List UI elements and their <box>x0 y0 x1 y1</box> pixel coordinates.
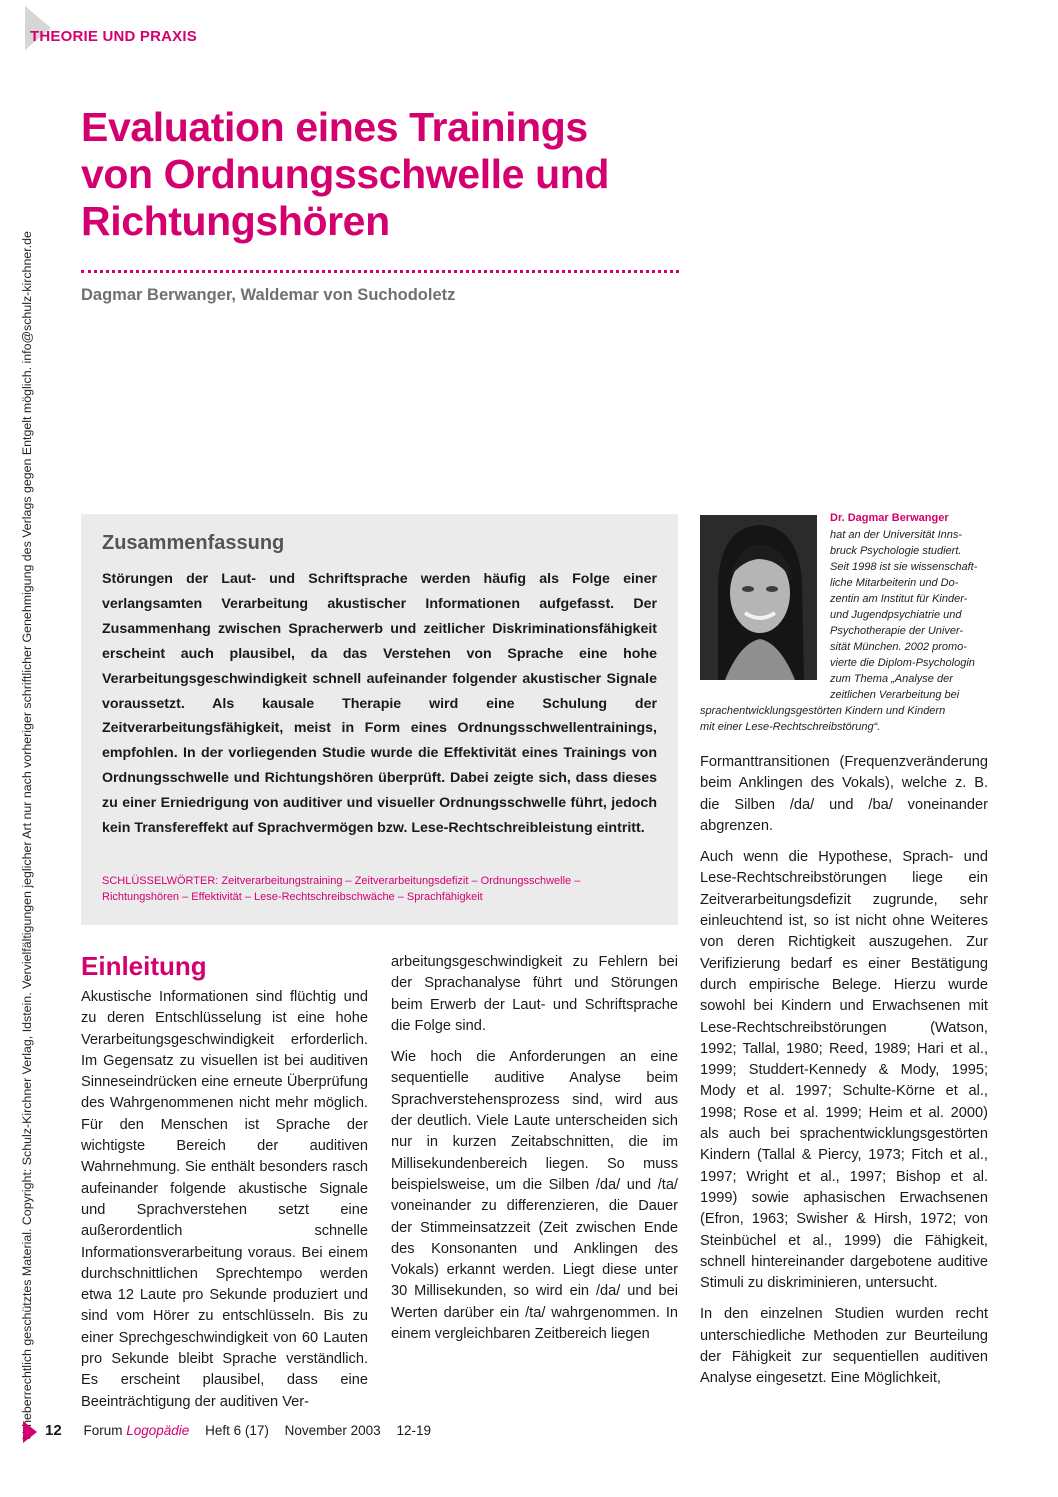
bio-text <box>830 527 977 703</box>
bio-text-wide <box>700 703 945 735</box>
paragraph: arbeitungsgeschwindigkeit zu Fehlern bei der Sprachanalyse führt und Störungen beim Erwerb der Laut- und Schriftsprache die Folge sind. <box>391 954 678 1034</box>
author-photo <box>700 515 817 680</box>
bio-line: sprachentwicklungsgestörten Kindern und Kindern <box>700 705 946 717</box>
journal-name: Forum <box>83 1423 123 1438</box>
section-label: THEORIE UND PRAXIS <box>30 28 197 45</box>
dotted-divider <box>81 270 679 273</box>
text-column-3 <box>700 752 988 1390</box>
bio-line: zentin am Institut für Kinder- <box>830 593 968 605</box>
title-line: von Ordnungsschwelle und <box>81 151 610 197</box>
keywords-label: SCHLÜSSELWÖRTER: <box>102 875 219 887</box>
paragraph: Formanttransitionen (Frequenzveränderung beim Anklingen des Vokals), welche z. B. die Silben /da/ und /ba/ voneinander abgrenzen. <box>700 754 988 834</box>
portrait-image <box>700 515 817 680</box>
page-range: 12-19 <box>396 1423 431 1438</box>
bio-line: vierte die Diplom-Psychologin <box>830 657 975 669</box>
issue-date: November 2003 <box>284 1423 381 1438</box>
bio-line: zeitlichen Verarbeitung bei <box>830 689 960 701</box>
keywords <box>102 873 657 905</box>
bio-line: Psychotherapie der Univer- <box>830 625 964 637</box>
bio-line: bruck Psychologie studiert. <box>830 545 962 557</box>
footer-marker <box>23 1421 37 1443</box>
page-number: 12 <box>45 1422 62 1439</box>
bio-line: mit einer Lese-Rechtschreibstörung“. <box>700 721 881 733</box>
bio-line: und Jugendpsychiatrie und <box>830 609 962 621</box>
title-line: Evaluation eines Trainings <box>81 104 588 150</box>
text-column-1 <box>81 987 368 1413</box>
paragraph: In den einzelnen Studien wurden recht unterschiedliche Methoden zur Beurteilung der Fähigkeit zur sequentiellen auditiven Analyse eingesetzt. Eine Möglichkeit, <box>700 1306 988 1387</box>
bio-line: sität München. 2002 promo- <box>830 641 967 653</box>
bio-line: zum Thema „Analyse der <box>830 673 953 685</box>
bio-line: liche Mitarbeiterin und Do- <box>830 577 959 589</box>
paragraph: Wie hoch die Anforderungen an eine sequentielle auditive Analyse beim Sprachverstehensprozess sind, wird aus der deutlich. Viele Laute unterscheiden sich nur in kurzen Zeitabschnitten, die im Millisekundenbereich liegen. So muss beispielsweise, um die Silben /da/ und /ta/ voneinander zu differenzieren, die Dauer der Stimmeinsatzzeit (Zeit zwischen Ende des Konsonanten und Anklingen des Vokals) erkannt werden. Liegt diese unter 30 Millisekunden, so wird ein /da/ und bei Werten darüber ein /ta/ wahrgenommen. In einem vergleichbaren Zeitbereich liegen <box>391 1049 678 1343</box>
title-line: Richtungshören <box>81 198 390 244</box>
bio-line: Seit 1998 ist sie wissenschaft- <box>830 561 978 573</box>
issue: Heft 6 (17) <box>205 1423 269 1438</box>
section-heading-einleitung: Einleitung <box>81 951 207 981</box>
bio-name: Dr. Dagmar Berwanger <box>830 512 949 524</box>
summary-body: Störungen der Laut- und Schriftsprache werden häufig als Folge einer verlangsamten Verarbeitung akustischer Informationen aufgefasst. Der Zusammenhang zwischen Spracherwerb und zeitlicher Diskriminationsfähigkeit erscheint auch plausibel, da das Verstehen von Sprache eine hohe Verarbeitungsgeschwindigkeit schnell aufeinander folgender akustischer Signale voraussetzt. Als kausale Therapie wird eine Schulung der Zeitverarbeitungsfähigkeit, meist in Form eines Ordnungsschwellentrainings, empfohlen. In der vorliegenden Studie wurde die Effektivität eines Trainings von Ordnungsschwelle und Richtungshören überprüft. Dabei zeigte sich, dass dieses zu einer Erniedrigung von auditiver und visueller Ordnungsschwelle führt, jedoch kein Transfereffekt auf Sprachvermögen bzw. Lese-Rechtschreibleistung eintritt. <box>102 571 657 837</box>
article-title <box>81 104 701 245</box>
keywords-list: Zeitverarbeitungstraining – Zeitverarbeitungsdefizit – Ordnungsschwelle – Richtungshören – Effektivität – Lese-Rechtschreibschwäche – Sprachfähigkeit <box>102 875 581 903</box>
summary-heading: Zusammenfassung <box>102 532 285 554</box>
authors: Dagmar Berwanger, Waldemar von Suchodoletz <box>81 286 456 304</box>
bio-line: hat an der Universität Inns- <box>830 529 963 541</box>
text-column-2 <box>391 952 678 1345</box>
paragraph: Auch wenn die Hypothese, Sprach- und Lese-Rechtschreibstörungen liege ein Zeitverarbeitungsdefizit zugrunde, sehr einleuchtend ist, so ist nicht ohne Weiteres von deren Richtigkeit auszugehen. Zur Verifizierung bedarf es einer Bestätigung durch empirische Belege. Hierzu wurde sowohl bei Kindern und Erwachsenen mit Lese-Rechtschreibstörungen (Watson, 1992; Tallal, 1980; Reed, 1989; Hari et al., 1999; Studdert-Kennedy & Mody, 1995; Mody et al. 1997; Schulte-Körne et al., 1998; Rose et al. 1999; Heim et al. 2000) als auch bei sprachentwicklungsgestörten Kindern (Tallal & Piercy, 1973; Fitch et al., 1997; Wright et al., 1997; Bishop et al. 1999) sowie aphasischen Erwachsenen (Efron, 1963; Swisher & Hirsh, 1972; von Steinbüchel et al., 1999) die Fähigkeit, schnell hintereinander dargebotene auditive Stimuli zu diskriminieren, untersucht. <box>700 849 988 1292</box>
copyright-notice: Urheberrechtlich geschütztes Material. Copyright: Schulz-Kirchner Verlag, Idstein. Vervielfältigungen jeglicher Art nur nach vorheriger schriftlicher Genehmigung des Verlags gegen Entgelt möglich. info@schulz-kirchner.de <box>20 231 34 1440</box>
page-footer <box>45 1422 431 1439</box>
paragraph: Akustische Informationen sind flüchtig und zu deren Entschlüsselung ist eine hohe Verarbeitungsgeschwindigkeit erforderlich. Im Gegensatz zu visuellen ist bei auditiven Sinneseindrücken eine erneute Überprüfung des Wahrgenommenen nicht mehr möglich. Für den Menschen ist Sprache der wichtigste Bereich der auditiven Wahrnehmung. Sie enthält besonders rasch aufeinander folgende akustische Signale und Sprachverstehen setzt eine außerordentlich schnelle Informationsverarbeitung voraus. Bei einem durchschnittlichen Sprechtempo werden etwa 12 Laute pro Sekunde produziert und sind vom Hörer zu entschlüsseln. Bis zu einer Sprechgeschwindigkeit von 60 Lauten pro Sekunde bleibt Sprache verständlich. Es erscheint plausibel, dass eine Beeinträchtigung der auditiven Ver- <box>81 989 368 1410</box>
journal-logo: Logopädie <box>126 1423 190 1438</box>
